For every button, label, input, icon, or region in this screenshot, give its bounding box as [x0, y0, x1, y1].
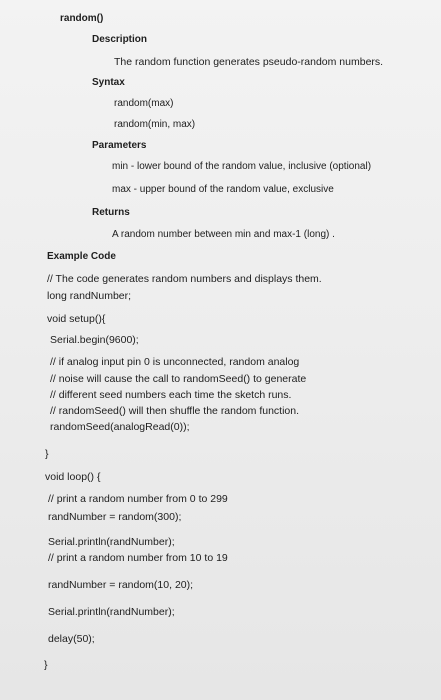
example-heading: Example Code: [47, 251, 116, 262]
code-line: // if analog input pin 0 is unconnected, random analog: [50, 356, 300, 368]
code-line: void setup(){: [47, 313, 106, 325]
code-line: }: [45, 448, 49, 460]
code-line: Serial.println(randNumber);: [48, 536, 175, 548]
function-name: random(): [60, 13, 104, 24]
code-line: // randomSeed() will then shuffle the random function.: [50, 405, 300, 417]
syntax-heading: Syntax: [92, 77, 125, 88]
syntax-line: random(min, max): [114, 119, 196, 130]
code-line: }: [44, 659, 48, 671]
code-line: delay(50);: [48, 633, 95, 645]
code-line: // noise will cause the call to randomSeed() to generate: [50, 373, 307, 385]
code-line: // different seed numbers each time the sketch runs.: [50, 389, 292, 401]
code-line: Serial.println(randNumber);: [48, 606, 175, 618]
code-line: randomSeed(analogRead(0));: [50, 421, 190, 433]
code-line: randNumber = random(300);: [48, 511, 182, 523]
parameter-min: min - lower bound of the random value, inclusive (optional): [112, 161, 372, 172]
code-line: // print a random number from 10 to 19: [48, 552, 228, 564]
code-line: // The code generates random numbers and displays them.: [47, 273, 322, 285]
description-text: The random function generates pseudo-random numbers.: [114, 56, 384, 68]
code-line: randNumber = random(10, 20);: [48, 579, 194, 591]
returns-text: A random number between min and max-1 (long) .: [112, 229, 335, 240]
description-heading: Description: [92, 34, 148, 45]
code-line: // print a random number from 0 to 299: [48, 493, 228, 505]
code-line: long randNumber;: [47, 290, 132, 302]
returns-heading: Returns: [92, 207, 130, 218]
parameters-heading: Parameters: [92, 140, 147, 151]
parameter-max: max - upper bound of the random value, exclusive: [112, 184, 334, 195]
syntax-line: random(max): [114, 98, 174, 109]
code-line: void loop() {: [45, 471, 101, 483]
code-line: Serial.begin(9600);: [50, 334, 139, 346]
